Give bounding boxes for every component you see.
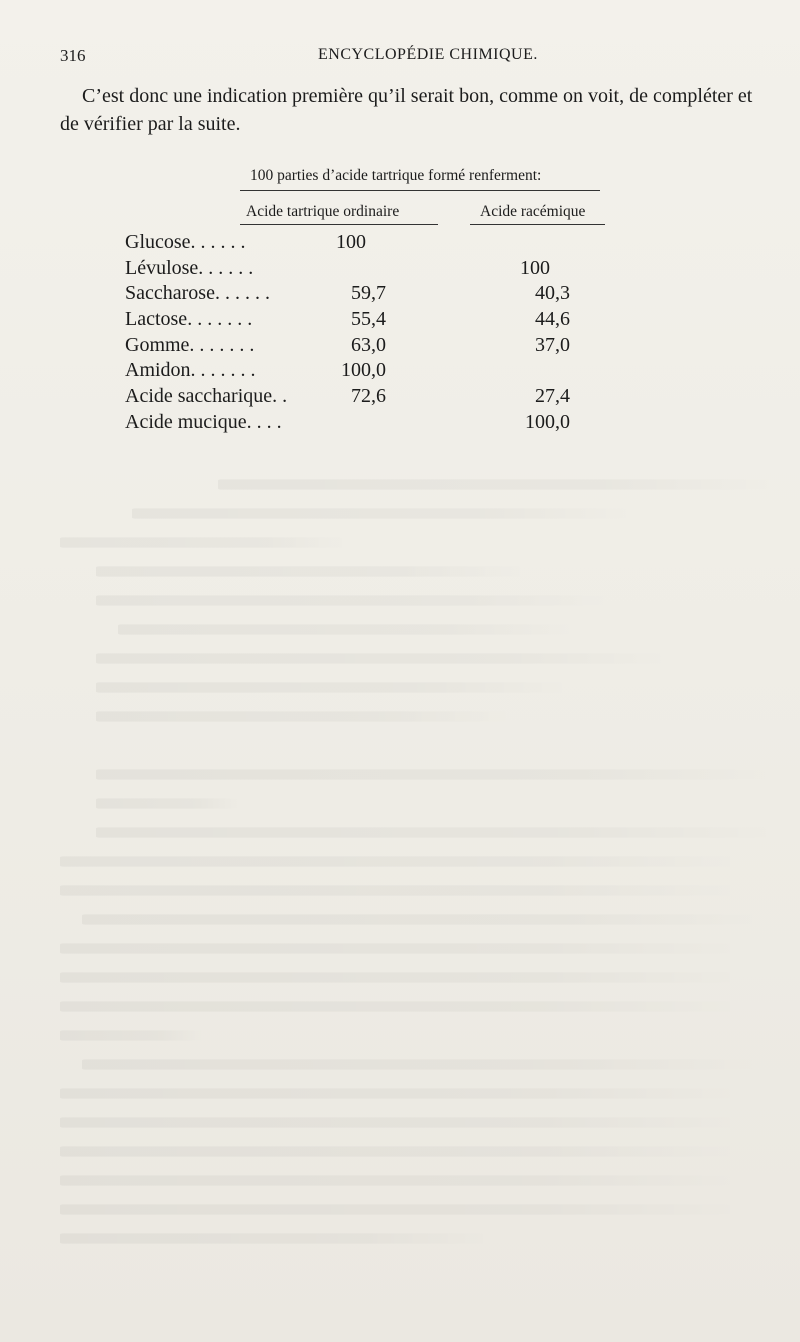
value-ordinaire: 100 [336,231,366,253]
table-row [0,308,800,334]
value-ordinaire: 72,6 [351,385,386,408]
row-label: Gomme. . . . . . . [125,333,255,356]
caption-rule [240,190,600,191]
row-label: Saccharose. . . . . . [125,282,270,305]
table-row [0,334,800,360]
value-racemique: 37,0 [535,333,570,356]
page-header [60,46,760,70]
running-head: ENCYCLOPÉDIE CHIMIQUE. [318,46,538,63]
intro-paragraph: C’est donc une indication première qu’il serait bon, comme on voit, de compléter et de vérifier par la suite. [60,85,753,135]
table-row [0,359,800,385]
row-label: Acide saccharique. . [125,385,288,408]
column-rule-racemique [470,224,605,225]
row-label: Amidon. . . . . . . [125,359,256,382]
value-ordinaire: 63,0 [351,333,386,356]
table-caption: 100 parties d’acide tartrique formé renferment: [250,167,542,184]
column-header-racemique: Acide racémique [480,203,586,220]
table-row [0,231,800,257]
value-racemique: 100 [520,256,550,279]
value-racemique: 40,3 [535,282,570,305]
row-label: Lévulose. . . . . . [125,256,254,279]
row-label: Acide mucique. . . . [125,410,282,433]
row-label: Glucose. . . . . . [125,231,246,253]
table-row [0,257,800,283]
value-racemique: 100,0 [525,410,570,433]
value-racemique: 27,4 [535,385,570,408]
value-racemique: 44,6 [535,308,570,331]
value-ordinaire: 55,4 [351,308,386,331]
show-through-texture [60,470,780,1253]
value-ordinaire: 59,7 [351,282,386,305]
column-header-ordinaire: Acide tartrique ordinaire [246,203,400,220]
column-rule-ordinaire [240,224,438,225]
row-label: Lactose. . . . . . . [125,308,253,331]
table-row [0,385,800,411]
page-number: 316 [60,46,86,65]
table-row [0,282,800,308]
table-body [0,231,800,437]
table-row [0,411,800,437]
value-ordinaire: 100,0 [341,359,386,382]
